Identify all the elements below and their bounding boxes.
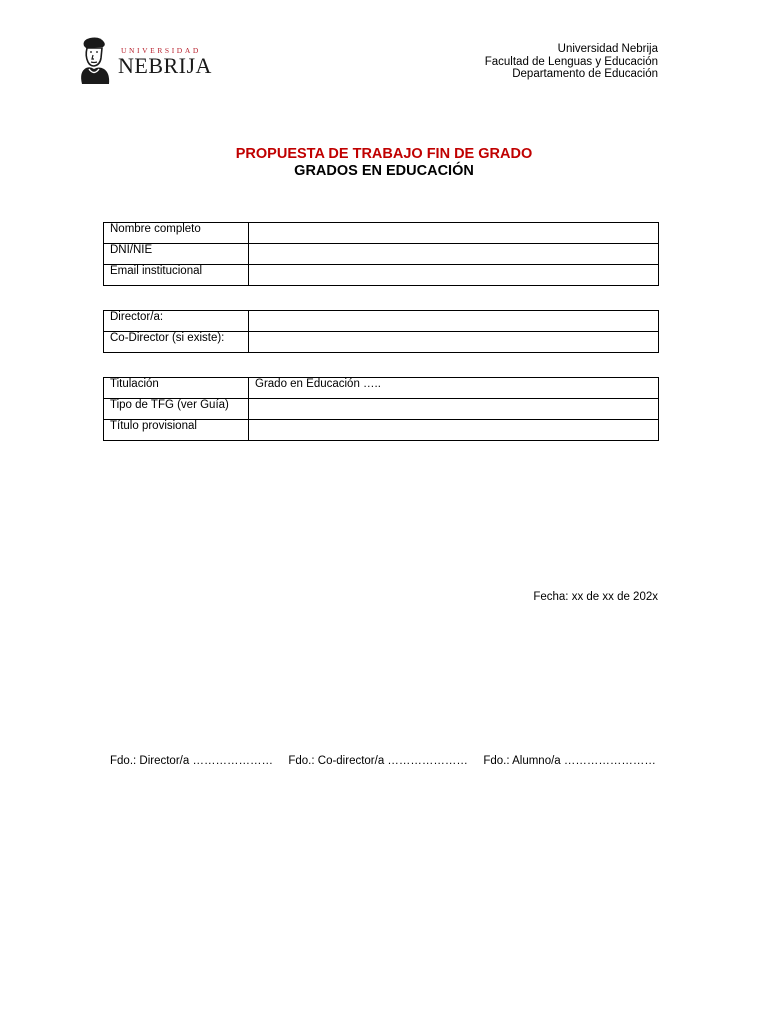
director-signature: Fdo.: Director/a ………………… [110,755,273,767]
header-faculty: Facultad de Lenguas y Educación [484,55,658,68]
field-label: Nombre completo [104,223,249,244]
table-row [104,378,659,399]
document-subtitle: GRADOS EN EDUCACIÓN [294,163,474,179]
field-label: Co-Director (si existe): [104,332,249,353]
student-signature: Fdo.: Alumno/a …………………… [483,755,656,767]
degree-field[interactable]: Grado en Educación ….. [249,378,659,399]
logo-university-word: UNIVERSIDAD [121,46,201,55]
student-info-table [103,222,659,286]
header-university: Universidad Nebrija [557,43,658,55]
date-line: Fecha: xx de xx de 202x [533,591,658,603]
provisional-title-field[interactable] [249,420,659,441]
table-row [104,420,659,441]
field-label: Tipo de TFG (ver Guía) [104,399,249,420]
field-label: Email institucional [104,265,249,286]
header-department: Departamento de Educación [512,68,658,80]
table-row [104,332,659,353]
table-row [104,311,659,332]
table-row [104,265,659,286]
codirector-field[interactable] [249,332,659,353]
dni-field[interactable] [249,244,659,265]
institution-header [485,43,658,81]
document-title: PROPUESTA DE TRABAJO FIN DE GRADO [235,146,533,162]
field-label: DNI/NIE [104,244,249,265]
email-field[interactable] [249,265,659,286]
full-name-field[interactable] [249,223,659,244]
table-row [104,399,659,420]
field-label: Título provisional [104,420,249,441]
logo-name: NEBRIJA [118,53,212,78]
codirector-signature: Fdo.: Co-director/a ………………… [288,755,468,767]
nebrija-logo [76,36,216,84]
nebrija-portrait-icon [76,36,112,84]
table-row [104,223,659,244]
director-info-table [103,310,659,353]
tfg-info-table [103,377,659,441]
field-label: Director/a: [104,311,249,332]
field-label: Titulación [104,378,249,399]
tfg-type-field[interactable] [249,399,659,420]
director-field[interactable] [249,311,659,332]
signature-line [110,755,656,767]
table-row [104,244,659,265]
